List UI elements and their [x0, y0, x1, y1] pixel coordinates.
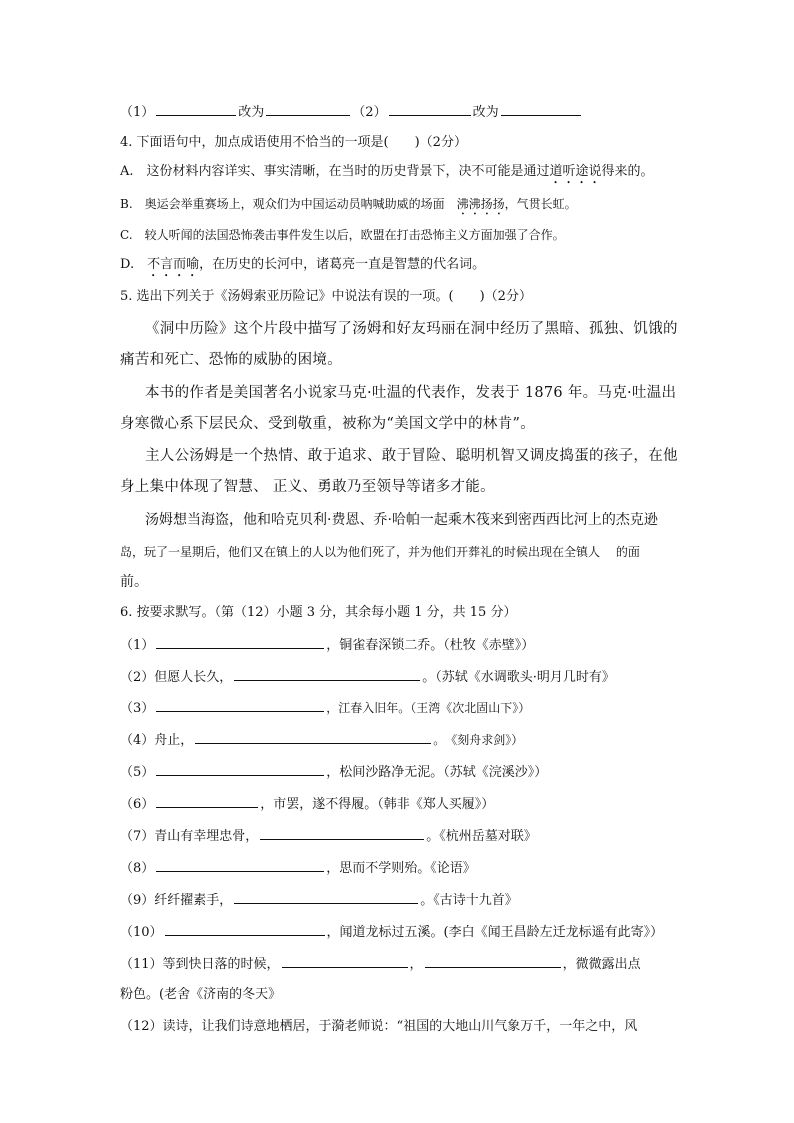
q6-item-7-text: 。《杭州岳墓对联》 — [426, 829, 537, 844]
q4-d-text: ，在历史的长河中，诸葛亮一直是智慧的代名词。 — [199, 257, 486, 272]
q5-p2-text: 本书的作者是美国著名小说家马克·吐温的代表作，发表于 1876 年。马克·吐温出身寒微心系下层民众、受到敬重，被称为“美国文学中的林肯”。 — [120, 385, 677, 432]
q3-line — [120, 103, 583, 121]
q6-item-11-blank-2[interactable] — [425, 955, 561, 968]
q5-paragraph-4-line-2: 岛，玩了一星期后，他们又在镇上的人以为他们死了，并为他们开葬礼的时候出现在全镇人 的面 — [120, 545, 640, 559]
q4-option-d — [120, 257, 485, 280]
q4-option-b — [120, 196, 577, 218]
q3-blank-2[interactable] — [266, 103, 350, 116]
q6-item-7-label: （7）青山有幸埋忠骨， — [120, 829, 259, 844]
q6-item-2-text: 。（苏轼《水调歌头·明月几时有》 — [422, 670, 615, 685]
q6-item-5-label: （5） — [120, 765, 155, 780]
q6-item-11-blank-1[interactable] — [282, 955, 408, 968]
q6-item-9-label: （9）纤纤擢素手， — [120, 893, 233, 908]
q6-item-10-text: ，闻道龙标过五溪。(李白《闻王昌龄左迁龙标遥有此寄》） — [326, 925, 664, 940]
q6-item-12: （12）读诗，让我们诗意地栖居，于漪老师说：“祖国的大地山川气象万千，一年之中，风 — [120, 1019, 638, 1034]
q4-b-tail: ，气贯长虹。 — [504, 197, 577, 211]
q6-stem: 6. 按要求默写。（第（12）小题 3 分，其余每小题 1 分，共 15 分） — [120, 605, 517, 620]
q5-stem: 5. 选出下列关于《汤姆索亚历险记》中说法有误的一项。( )（2分） — [120, 289, 532, 304]
q3-label-1: （1） — [120, 105, 155, 120]
q4-stem: 4. 下面语句中，加点成语使用不恰当的一项是( )（2分） — [120, 135, 467, 150]
q5-paragraph-4-line-1 — [120, 512, 658, 528]
q4-b-idiom: 沸沸扬扬 — [456, 197, 505, 211]
q6-item-3-text: ，江春入旧年。（王湾《次北固山下》） — [326, 701, 531, 715]
q4-a-text: A. 这份材料内容详实、事实清晰，在当时的历史背景下，决不可能是通过 — [120, 164, 550, 179]
q5-paragraph-4-line-3: 前。 — [120, 574, 148, 590]
q6-item-4-blank[interactable] — [195, 731, 431, 744]
q6-item-10 — [120, 923, 663, 941]
q5-paragraph-2 — [120, 378, 680, 440]
q6-item-5-text: ，松间沙路净无泥。（苏轼《浣溪沙》） — [326, 765, 548, 780]
q4-d-label: D. — [120, 257, 148, 272]
q6-item-1-text: ，铜雀春深锁二乔。（杜牧《赤壁》） — [326, 638, 535, 653]
q3-change-2: 改为 — [472, 105, 499, 120]
q6-item-8-blank[interactable] — [156, 859, 324, 872]
q6-item-7-blank[interactable] — [260, 827, 424, 840]
q6-item-9-text: 。《古诗十九首》 — [420, 893, 518, 908]
q5-p3-text: 主人公汤姆是一个热情、敢于追求、敢于冒险、聪明机智又调皮捣蛋的孩子，在他身上集中体现了智慧、 正义、勇敢乃至领导等诸多才能。 — [120, 448, 678, 495]
q6-item-6 — [120, 795, 494, 813]
q6-item-10-label: （10） — [120, 925, 163, 940]
q4-option-c: C. 较人听闻的法国恐怖袭击事件发生以后，欧盟在打击恐怖主义方面加强了合作。 — [120, 228, 565, 242]
q6-item-8-label: （8） — [120, 861, 155, 876]
q4-d-idiom: 不言而喻 — [147, 257, 200, 272]
q6-item-1-blank[interactable] — [156, 636, 324, 649]
q6-item-10-blank[interactable] — [165, 923, 325, 936]
q3-label-2: （2） — [352, 105, 387, 120]
q5-p4-text-a: 汤姆想当海盗，他和哈克贝利·费恩、乔·哈帕一起乘木筏来到密西西比河上的杰克逊 — [145, 512, 658, 528]
q6-item-6-blank[interactable] — [156, 795, 258, 808]
q4-b-text: B. 奥运会举重赛场上，观众们为中国运动员呐喊助威的场面 — [120, 197, 457, 211]
q3-blank-4[interactable] — [501, 103, 581, 116]
q6-item-9 — [120, 891, 518, 909]
q6-item-1-label: （1） — [120, 638, 155, 653]
q6-item-11-cont: 粉色。(老舍《济南的冬天》 — [120, 987, 282, 1002]
q6-item-8-text: ，思而不学则殆。《论语》 — [326, 861, 476, 876]
q6-item-2-label: （2）但愿人长久， — [120, 670, 233, 685]
q6-item-7 — [120, 827, 537, 845]
q3-blank-1[interactable] — [156, 103, 236, 116]
q6-item-2-blank[interactable] — [234, 668, 420, 681]
q6-item-4-label: （4）舟止， — [120, 733, 194, 748]
q4-option-a — [120, 164, 654, 187]
q6-item-5-blank[interactable] — [156, 763, 324, 776]
q6-item-4 — [120, 731, 523, 749]
q6-item-3-label: （3） — [120, 701, 155, 716]
q5-paragraph-1 — [120, 314, 680, 376]
q5-p1-text: 《洞中历险》这个片段中描写了汤姆和好友玛丽在洞中经历了黑暗、孤独、饥饿的痛苦和死亡、恐怖的威胁的困境。 — [120, 321, 678, 368]
q6-item-4-text: 。 《刻舟求剑》） — [433, 733, 524, 747]
q4-a-tail: 得来的。 — [601, 164, 654, 179]
q3-blank-3[interactable] — [389, 103, 471, 116]
q6-item-1 — [120, 636, 534, 654]
q3-change-1: 改为 — [238, 105, 265, 120]
q6-item-11 — [120, 955, 641, 973]
q6-item-5 — [120, 763, 547, 781]
q6-item-6-text: ，市罢，遂不得履。（韩非《郑人买履》） — [260, 797, 495, 812]
q6-item-11-text: ，微微露出点 — [562, 957, 641, 972]
q6-item-2 — [120, 668, 615, 686]
q6-item-3 — [120, 699, 530, 717]
q4-a-idiom: 道听途说 — [549, 164, 602, 179]
q5-paragraph-3 — [120, 441, 680, 503]
q6-item-3-blank[interactable] — [156, 699, 324, 712]
q6-item-6-label: （6） — [120, 797, 155, 812]
q6-item-11-label: （11）等到快日落的时候， — [120, 957, 280, 972]
q6-item-11-comma: ， — [409, 957, 423, 972]
q6-item-8 — [120, 859, 476, 877]
q6-item-9-blank[interactable] — [234, 891, 418, 904]
